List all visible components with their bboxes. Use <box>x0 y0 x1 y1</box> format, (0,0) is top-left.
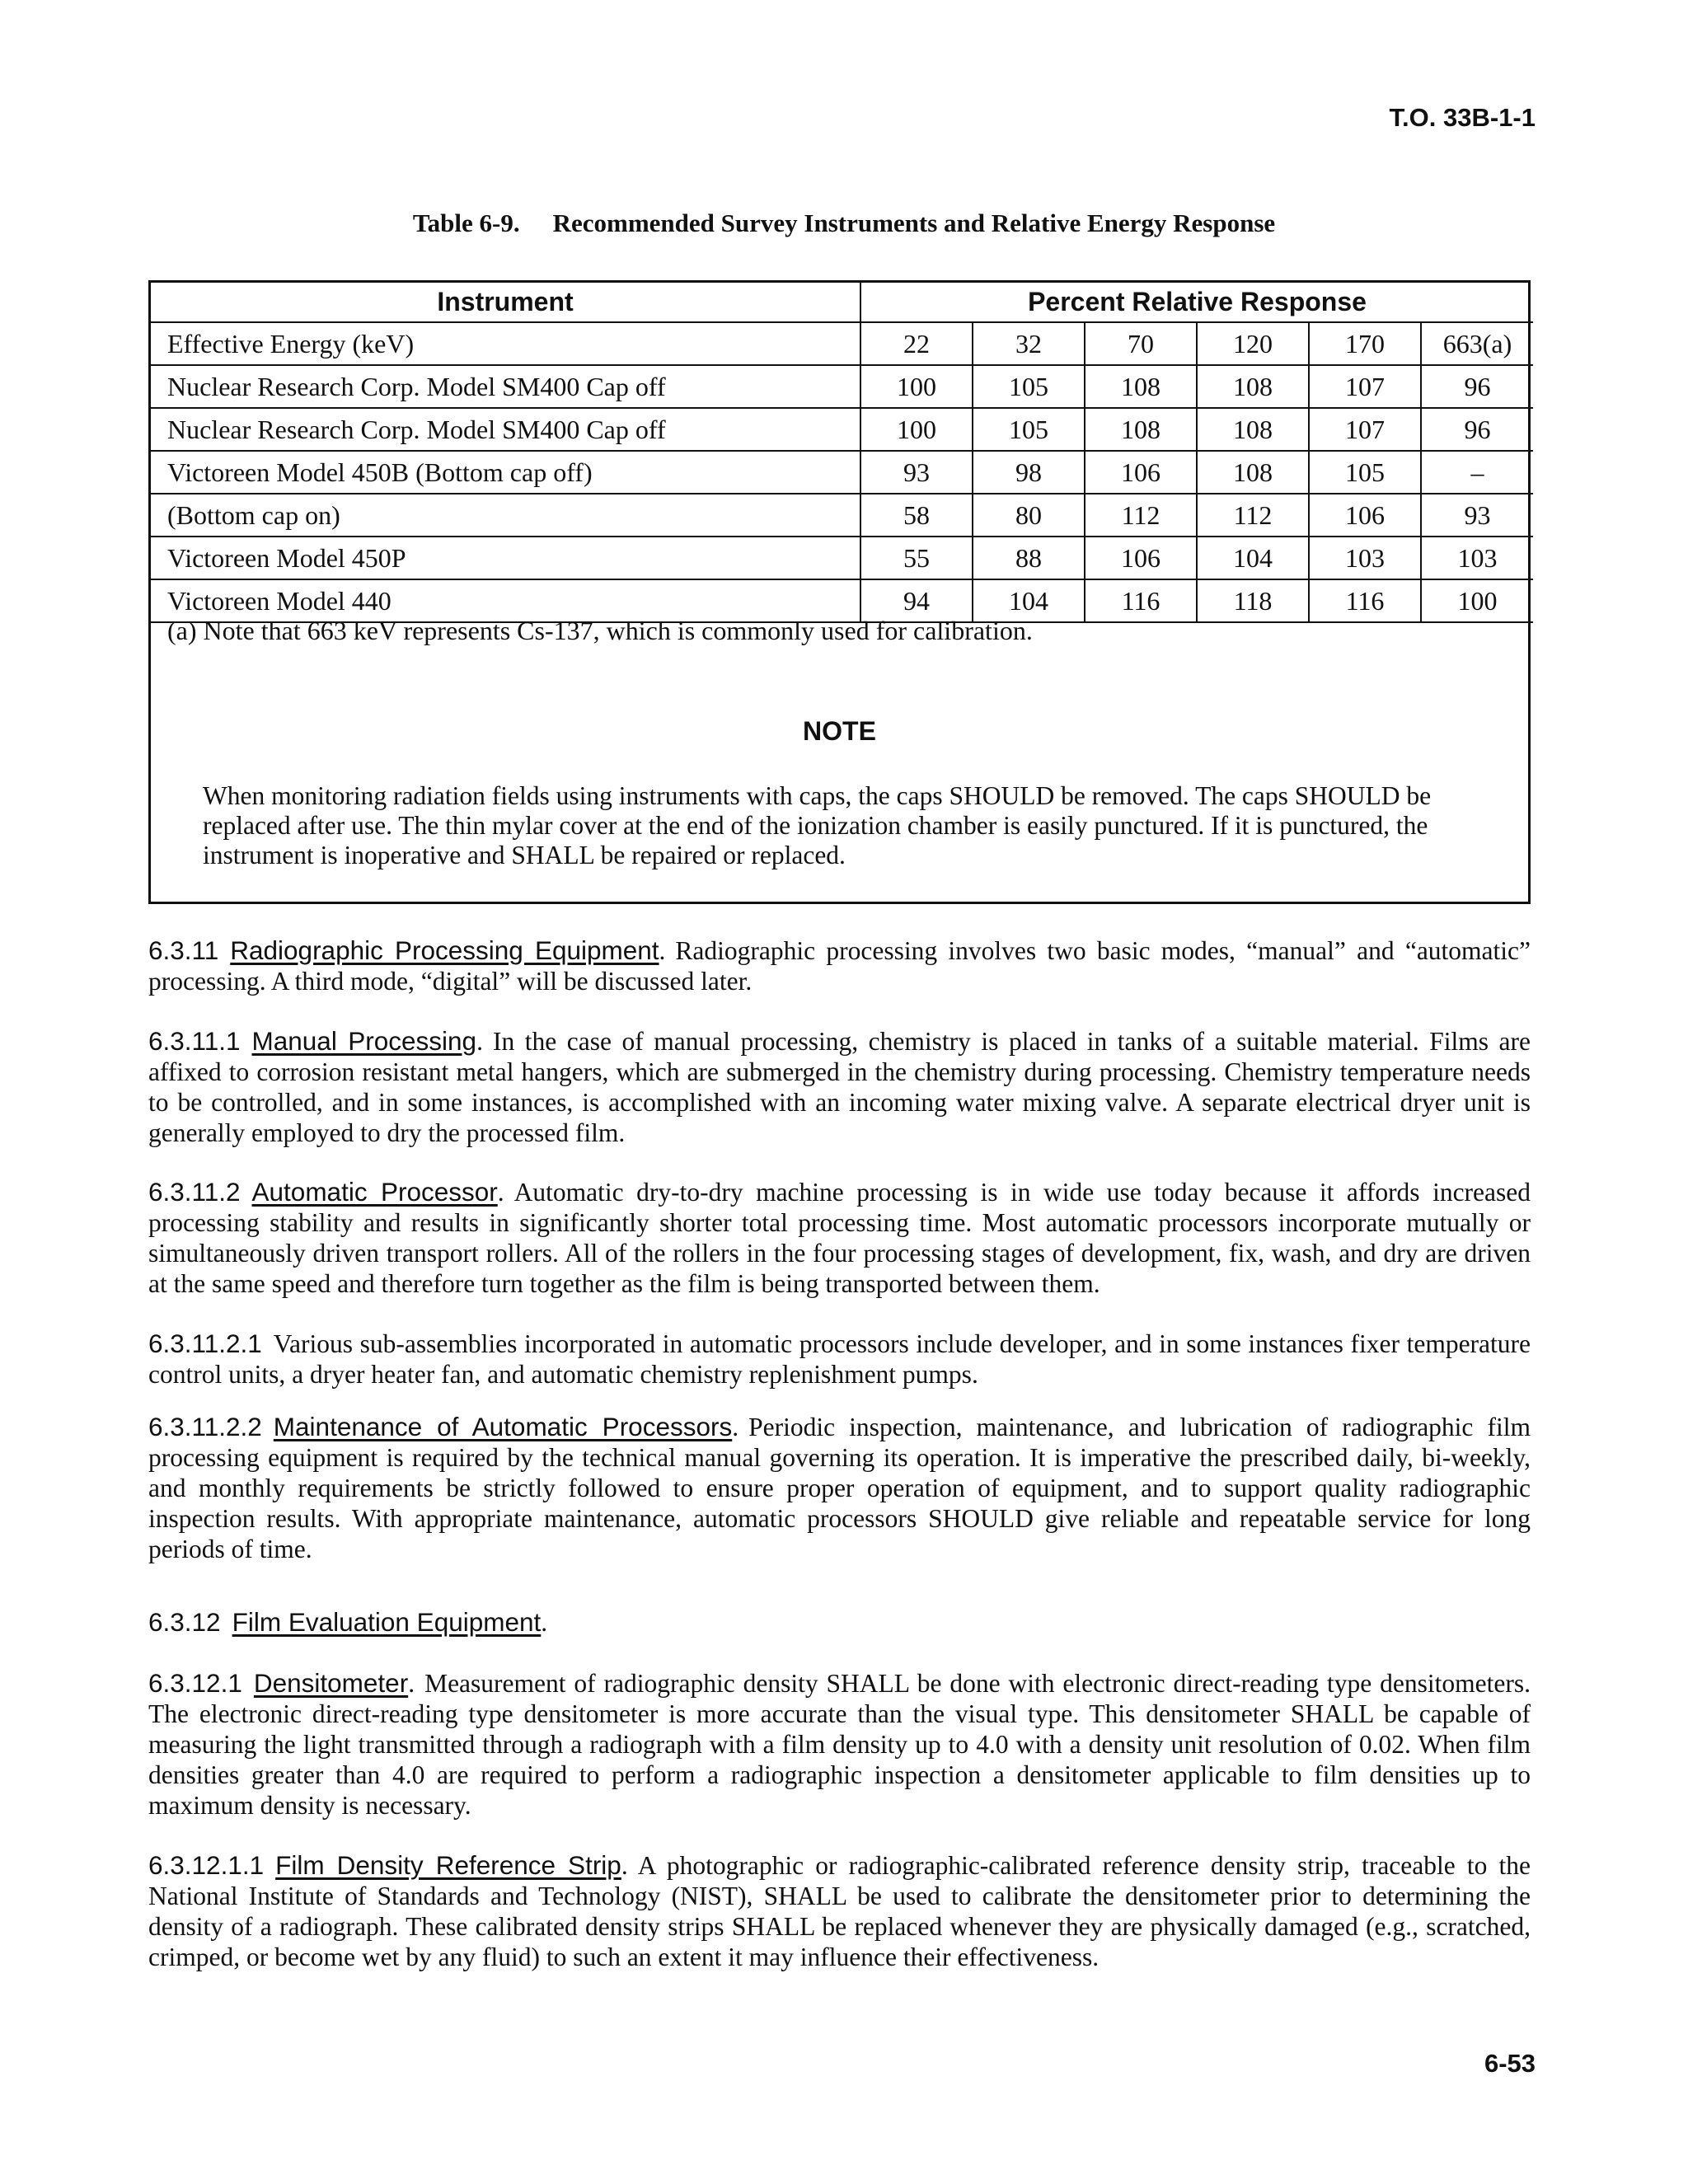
table-cell: 106 <box>1085 537 1197 579</box>
paragraph-number: 6.3.11.2.2 <box>148 1412 262 1441</box>
table-cell: 116 <box>1085 579 1197 622</box>
table-cell: 118 <box>1197 579 1309 622</box>
paragraph-number: 6.3.11 <box>148 935 219 965</box>
table-row <box>151 322 1533 365</box>
paragraph-text: Measurement of radiographic density SHALL be done with electronic direct-reading type densitometers. The electronic direct-reading type densitometer is more accurate than the visual type. This densitometer SHALL be capable of measuring the light transmitted through a radiograph with a film density up to 4.0 with a density unit resolution of 0.02. When film densities greater than 4.0 are required to perform a radiographic inspection a densitometer applicable to film densities up to maximum density is necessary. <box>148 1669 1531 1820</box>
paragraph-number: 6.3.12.1 <box>148 1668 242 1698</box>
table-cell: 58 <box>860 494 973 537</box>
table-cell: 120 <box>1197 322 1309 365</box>
paragraph-title: Manual Processing <box>251 1026 477 1056</box>
paragraph-6-3-12-1: 6.3.12.1 Densitometer. Measurement of radiographic density SHALL be done with electronic direct-reading type densitometers. The electronic direct-reading type densitometer is more accurate than the visual type. This densitometer SHALL be capable of measuring the light transmitted through a radiograph with a film density up to 4.0 with a density unit resolution of 0.02. When film densities greater than 4.0 are required to perform a radiographic inspection a densitometer applicable to film densities up to maximum density is necessary. <box>148 1668 1531 1820</box>
table-cell: 32 <box>973 322 1085 365</box>
table-cell: 663(a) <box>1421 322 1533 365</box>
table-cell: 94 <box>860 579 973 622</box>
table-cell: 80 <box>973 494 1085 537</box>
table-cell: 106 <box>1309 494 1421 537</box>
note-text: When monitoring radiation fields using instruments with caps, the caps SHOULD be removed. The caps SHOULD be replaced after use. The thin mylar cover at the end of the ionization chamber is easily punctured. If it is punctured, the instrument is inoperative and SHALL be repaired or replaced. <box>203 781 1432 869</box>
table-cell: 112 <box>1197 494 1309 537</box>
table-cell: 103 <box>1421 537 1533 579</box>
response-grid <box>151 283 1533 623</box>
paragraph-number: 6.3.11.1 <box>148 1026 241 1056</box>
table-cell: 98 <box>973 451 1085 494</box>
paragraph-6-3-12-1-1: 6.3.12.1.1 Film Density Reference Strip. A photographic or radiographic-calibrated reference density strip, traceable to the National Institute of Standards and Technology (NIST), SHALL be used to calibrate the densitometer prior to determining the density of a radiograph. These calibrated density strips SHALL be replaced whenever they are physically damaged (e.g., scratched, crimped, or become wet by any fluid) to such an extent it may influence their effectiveness. <box>148 1850 1531 1971</box>
paragraph-6-3-11-2: 6.3.11.2 Automatic Processor. Automatic dry-to-dry machine processing is in wide use today because it affords increased processing stability and results in significantly shorter total processing time. Most automatic processors incorporate mutually or simultaneously driven transport rollers. All of the rollers in the four processing stages of development, fix, wash, and dry are driven at the same speed and therefore turn together as the film is being transported between them. <box>148 1177 1531 1298</box>
table-cell: 112 <box>1085 494 1197 537</box>
table-cell: 107 <box>1309 365 1421 408</box>
instrument-response-table <box>148 280 1531 904</box>
row-label: Victoreen Model 440 <box>151 579 860 622</box>
paragraph-text: Periodic inspection, maintenance, and lubrication of radiographic film processing equipment is required by the technical manual governing its operation. It is imperative the prescribed daily, bi-weekly, and monthly requirements be strictly followed to ensure proper operation of equipment, and to support quality radiographic inspection results. With appropriate maintenance, automatic processors SHOULD give reliable and repeatable service for long periods of time. <box>148 1413 1531 1563</box>
paragraph-title: Radiographic Processing Equipment <box>230 935 659 965</box>
note-heading: NOTE <box>803 716 876 746</box>
paragraph-title: Film Density Reference Strip <box>275 1850 621 1880</box>
table-title <box>0 209 1688 238</box>
table-cell: 93 <box>860 451 973 494</box>
paragraph-6-3-11-2-1 <box>148 1329 1531 1390</box>
table-row <box>151 408 1533 451</box>
row-label: Victoreen Model 450P <box>151 537 860 579</box>
row-label: Effective Energy (keV) <box>151 322 860 365</box>
table-cell: 96 <box>1421 365 1533 408</box>
paragraph-text: In the case of manual processing, chemistry is placed in tanks of a suitable material. Films are affixed to corrosion resistant metal hangers, which are submerged in the chemistry during processing. Chemistry temperature needs to be controlled, and in some instances, is accomplished with an incoming water mixing valve. A separate electrical dryer unit is generally employed to dry the processed film. <box>148 1027 1531 1147</box>
page-number: 6-53 <box>1484 2049 1536 2078</box>
table-cell: 108 <box>1085 408 1197 451</box>
paragraph-6-3-12: 6.3.12 Film Evaluation Equipment. <box>148 1607 548 1637</box>
table-cell: 100 <box>860 365 973 408</box>
paragraph-number: 6.3.11.2 <box>148 1177 241 1207</box>
table-row <box>151 451 1533 494</box>
table-cell: 104 <box>973 579 1085 622</box>
row-label: Nuclear Research Corp. Model SM400 Cap off <box>151 408 860 451</box>
header-percent-relative-response: Percent Relative Response <box>860 283 1533 322</box>
paragraph-title: Maintenance of Automatic Processors <box>273 1412 733 1441</box>
table-footnote: (a) Note that 663 keV represents Cs-137, which is commonly used for calibration. <box>167 616 1033 645</box>
paragraph-6-3-11-1: 6.3.11.1 Manual Processing. In the case of manual processing, chemistry is placed in tanks of a suitable material. Films are affixed to corrosion resistant metal hangers, which are submerged in the chemistry during processing. Chemistry temperature needs to be controlled, and in some instances, is accomplished with an incoming water mixing valve. A separate electrical dryer unit is generally employed to dry the processed film. <box>148 1026 1531 1147</box>
table-cell: 107 <box>1309 408 1421 451</box>
table-cell: 93 <box>1421 494 1533 537</box>
paragraph-text: Radiographic processing involves two basic modes, “manual” and “automatic” processing. A third mode, “digital” will be discussed later. <box>148 936 1531 996</box>
paragraph-text: Various sub-assemblies incorporated in automatic processors include developer, and in some instances fixer temperature control units, a dryer heater fan, and automatic chemistry replenishment pumps. <box>148 1329 1531 1389</box>
table-number: Table 6-9. <box>412 209 520 237</box>
paragraph-title: Film Evaluation Equipment <box>232 1607 542 1637</box>
table-cell: 106 <box>1085 451 1197 494</box>
table-cell: 105 <box>973 408 1085 451</box>
table-cell: 108 <box>1197 365 1309 408</box>
table-cell: 108 <box>1197 408 1309 451</box>
header-instrument: Instrument <box>151 283 860 322</box>
paragraph-text: A photographic or radiographic-calibrated reference density strip, traceable to the National Institute of Standards and Technology (NIST), SHALL be used to calibrate the densitometer prior to determining the density of a radiograph. These calibrated density strips SHALL be replaced whenever they are physically damaged (e.g., scratched, crimped, or become wet by any fluid) to such an extent it may influence their effectiveness. <box>148 1851 1531 1971</box>
paragraph-text: Automatic dry-to-dry machine processing is in wide use today because it affords increased processing stability and results in significantly shorter total processing time. Most automatic processors incorporate mutually or simultaneously driven transport rollers. All of the rollers in the four processing stages of development, fix, wash, and dry are driven at the same speed and therefore turn together as the film is being transported between them. <box>148 1178 1531 1298</box>
table-cell: 55 <box>860 537 973 579</box>
paragraph-title: Automatic Processor <box>251 1177 498 1207</box>
paragraph-6-3-11-2-2: 6.3.11.2.2 Maintenance of Automatic Processors. Periodic inspection, maintenance, and lubrication of radiographic film processing equipment is required by the technical manual governing its operation. It is imperative the prescribed daily, bi-weekly, and monthly requirements be strictly followed to ensure proper operation of equipment, and to support quality radiographic inspection results. With appropriate maintenance, automatic processors SHOULD give reliable and repeatable service for long periods of time. <box>148 1412 1531 1563</box>
table-cell: 88 <box>973 537 1085 579</box>
table-cell: 96 <box>1421 408 1533 451</box>
table-cell: 108 <box>1085 365 1197 408</box>
paragraph-6-3-11: 6.3.11 Radiographic Processing Equipment. Radiographic processing involves two basic modes, “manual” and “automatic” processing. A third mode, “digital” will be discussed later. <box>148 935 1531 996</box>
row-label: Victoreen Model 450B (Bottom cap off) <box>151 451 860 494</box>
table-cell: 70 <box>1085 322 1197 365</box>
table-cell: 104 <box>1197 537 1309 579</box>
row-label: (Bottom cap on) <box>151 494 860 537</box>
paragraph-number: 6.3.12 <box>148 1607 221 1637</box>
paragraph-title: Densitometer <box>253 1668 409 1698</box>
paragraph-number: 6.3.12.1.1 <box>148 1850 265 1880</box>
table-cell: 100 <box>860 408 973 451</box>
document-id: T.O. 33B-1-1 <box>1389 103 1536 132</box>
table-cell: 116 <box>1309 579 1421 622</box>
table-cell: 22 <box>860 322 973 365</box>
paragraph-number: 6.3.11.2.1 <box>148 1329 262 1358</box>
table-cell: 170 <box>1309 322 1421 365</box>
table-cell: – <box>1421 451 1533 494</box>
table-title-text: Recommended Survey Instruments and Relative Energy Response <box>552 209 1276 237</box>
table-cell: 105 <box>1309 451 1421 494</box>
table-cell: 103 <box>1309 537 1421 579</box>
table-cell: 100 <box>1421 579 1533 622</box>
table-header-row <box>151 283 1533 322</box>
table-row <box>151 537 1533 579</box>
table-row <box>151 494 1533 537</box>
row-label: Nuclear Research Corp. Model SM400 Cap off <box>151 365 860 408</box>
table-row <box>151 365 1533 408</box>
table-cell: 105 <box>973 365 1085 408</box>
table-cell: 108 <box>1197 451 1309 494</box>
